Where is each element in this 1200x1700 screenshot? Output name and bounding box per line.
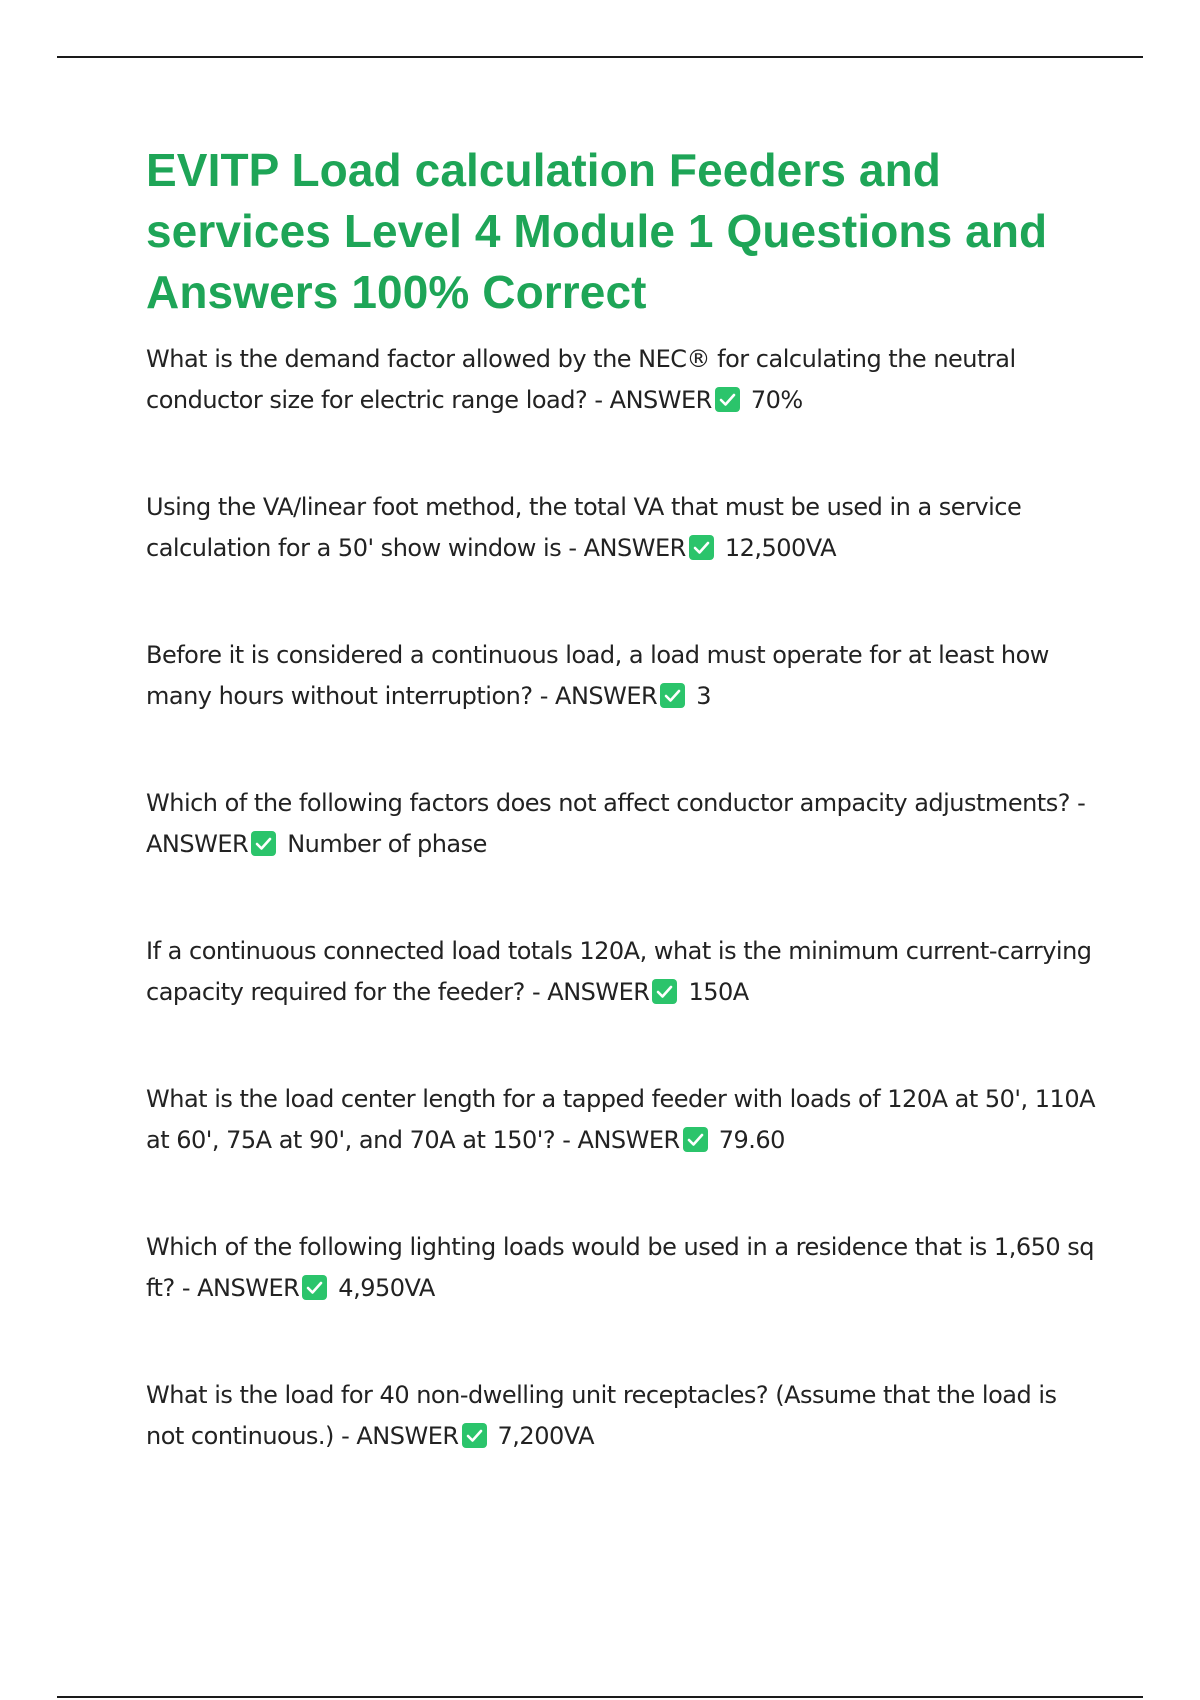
- check-box-icon: [660, 683, 685, 708]
- document-body: [146, 140, 1096, 1523]
- answer-text: Number of phase: [287, 830, 487, 858]
- document-title: EVITP Load calculation Feeders and services Level 4 Module 1 Questions and Answers 100% Correct: [146, 144, 1048, 318]
- answer-marker: - ANSWER: [539, 682, 658, 710]
- check-box-icon: [302, 1275, 327, 1300]
- question-text: What is the demand factor allowed by the NEC® for calculating the neutral conductor size for electric range load?: [146, 345, 1016, 414]
- qa-item: [146, 931, 1096, 1013]
- check-box-icon: [462, 1423, 487, 1448]
- answer-text: 150A: [688, 978, 749, 1006]
- qa-item: [146, 487, 1096, 569]
- bottom-divider: [57, 1696, 1143, 1698]
- check-box-icon: [689, 535, 714, 560]
- check-box-icon: [251, 831, 276, 856]
- question-text: What is the load center length for a tapped feeder with loads of 120A at 50', 110A at 60', 75A at 90', and 70A at 150'?: [146, 1085, 1096, 1154]
- qa-item: [146, 635, 1096, 717]
- answer-text: 70%: [750, 386, 803, 414]
- answer-text: 4,950VA: [338, 1274, 435, 1302]
- answer-text: 12,500VA: [724, 534, 837, 562]
- answer-text: 7,200VA: [497, 1422, 595, 1450]
- question-text: Which of the following lighting loads would be used in a residence that is 1,650 sq ft?: [146, 1233, 1094, 1302]
- answer-marker: - ANSWER: [594, 386, 712, 414]
- question-text: If a continuous connected load totals 120A, what is the minimum current-carrying capacity required for the feeder?: [146, 937, 1092, 1006]
- answer-marker: - ANSWER: [341, 1422, 459, 1450]
- answer-marker: - ANSWER: [568, 534, 686, 562]
- answer-text: 3: [696, 682, 711, 710]
- question-text: Using the VA/linear foot method, the total VA that must be used in a service calculation for a 50' show window is: [146, 493, 1022, 562]
- question-text: Which of the following factors does not affect conductor ampacity adjustments?: [146, 789, 1070, 817]
- answer-marker: - ANSWER: [181, 1274, 300, 1302]
- top-divider: [57, 56, 1143, 58]
- question-text: What is the load for 40 non-dwelling unit receptacles? (Assume that the load is not continuous.): [146, 1381, 1057, 1450]
- answer-marker: - ANSWER: [146, 789, 1086, 858]
- qa-item: [146, 783, 1096, 865]
- question-text: Before it is considered a continuous load, a load must operate for at least how many hours without interruption?: [146, 641, 1049, 710]
- check-box-icon: [683, 1127, 708, 1152]
- answer-marker: - ANSWER: [532, 978, 650, 1006]
- qa-list: [146, 339, 1096, 1457]
- answer-marker: - ANSWER: [562, 1126, 680, 1154]
- qa-item: [146, 1079, 1096, 1161]
- qa-item: [146, 339, 1096, 421]
- qa-item: [146, 1375, 1096, 1457]
- qa-item: [146, 1227, 1096, 1309]
- check-box-icon: [652, 979, 677, 1004]
- answer-text: 79.60: [718, 1126, 785, 1154]
- check-box-icon: [715, 387, 740, 412]
